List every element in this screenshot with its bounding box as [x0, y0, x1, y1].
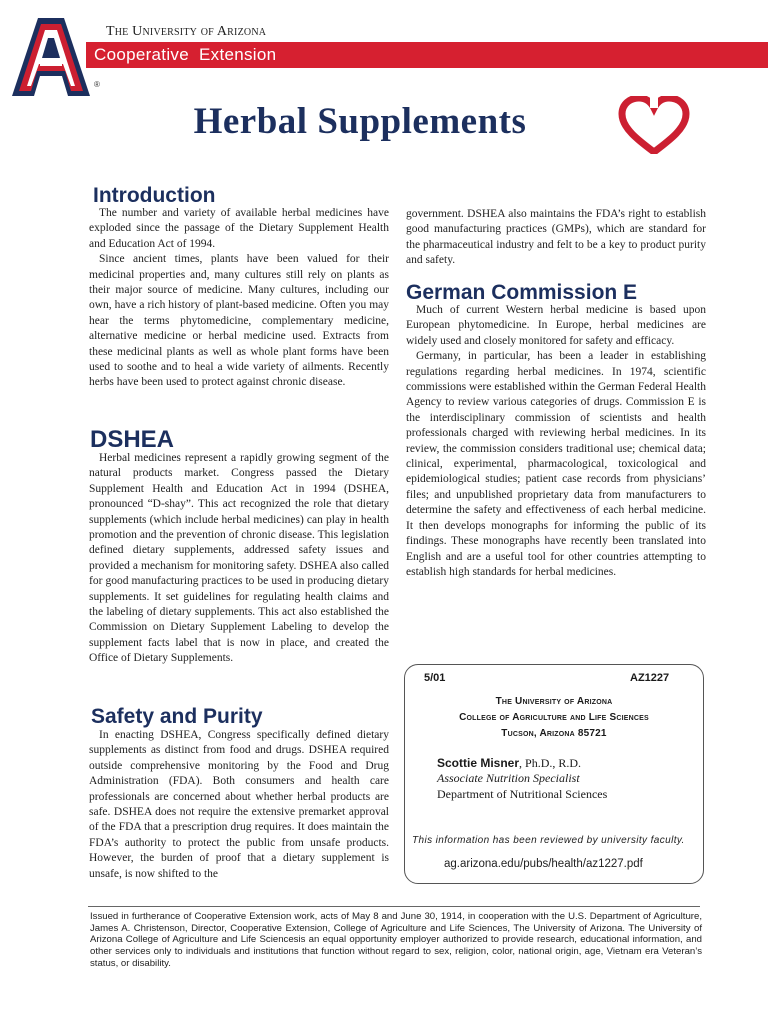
review-note: This information has been reviewed by university faculty.: [412, 835, 685, 846]
footer-divider: [88, 906, 700, 907]
section-heading-introduction: Introduction: [93, 184, 216, 207]
german-body: [406, 303, 706, 580]
author-department: Department of Nutritional Sciences: [437, 787, 608, 801]
section-heading-safety: Safety and Purity: [91, 705, 263, 728]
paragraph: Since ancient times, plants have been valued for their medicinal properties and, many cultures still rely on plants as their major source of medicine. Many cultures, including our own, have a rich history of plant-based medicine. Often you may hear the terms phytomedicine, complementary medicine, alternative medicine or herbal medicine used. Extracts from these medicinal plants as well as whole plant forms have been used to soothe and to heal a wide variety of ailments. Recently herbs have been used to protect against chronic disease.: [89, 253, 389, 389]
safety-body: [89, 728, 389, 882]
paragraph: In enacting DSHEA, Congress specifically defined dietary supplements as distinct from food and drugs. DSHEA required outside comprehensive monitoring by the Food and Drug Administration (FDA). Both consumers and health care professionals are concerned about whether herbal products are safe. DSHEA does not require the extensive premarket approval of the FDA that a prescription drug requires. It does maintain the FDA’s authority to protect the public from unsafe products. However, the burden of proof that a dietary supplement is unsafe, is now shifted to the: [89, 729, 389, 880]
footer-disclaimer: Issued in furtherance of Cooperative Extension work, acts of May 8 and June 30, 1914, in cooperation with the U.S. Department of Agriculture, James A. Christenson, Director, Cooperative Extension, College of Agriculture and Life Sciences, The University of Arizona. The University of Arizona College of Agriculture and Life Sciencesis an equal opportunity employer authorized to provide research, educational information, and other services only to individuals and institutions that function without regard to sex, religion, color, national origin, age, Vietnam era Veteran’s status, or disability.: [90, 911, 702, 969]
dshea-body: [89, 451, 389, 667]
introduction-body: [89, 206, 389, 391]
page-title: Herbal Supplements: [193, 101, 527, 142]
author-role: Associate Nutrition Specialist: [437, 771, 580, 785]
author-credentials: , Ph.D., R.D.: [519, 756, 582, 770]
university-name: The University of Arizona: [106, 24, 267, 39]
paragraph: Germany, in particular, has been a leader in establishing regulations regarding herbal medicines. In 1974, scientific commissions were established within the German Federal Health Agency to review various categories of drugs. Commission E is the interdisciplinary commission of scientists and health professionals charged with reviewing herbal medicines. In its review, the commission considers traditional use; chemical data; clinical, experimental, pharmacological, toxicological and epidemiological studies; patient case records from physicians’ files; and unpublished proprietary data from manufacturers to determine the safety and effectiveness of each herbal medicine. It then develops monographs for informing the public of its findings. These monographs have recently been translated into English and are a useful tool for other countries attempting to establish high standards for herbal medicines.: [406, 350, 706, 578]
paragraph: The number and variety of available herbal medicines have exploded since the passage of the Dietary Supplement Health and Education Act of 1994.: [89, 207, 389, 250]
university-a-logo: [12, 18, 90, 98]
author: [437, 756, 581, 771]
section-heading-dshea: DSHEA: [90, 426, 175, 453]
paragraph: government. DSHEA also maintains the FDA’s right to establish good manufacturing practices (GMPs), which are standard for the pharmaceutical industry and felt to be a key to product purity and safety.: [406, 208, 706, 267]
publication-url[interactable]: ag.arizona.edu/pubs/health/az1227.pdf: [444, 858, 643, 870]
publication-date: 5/01: [424, 672, 446, 684]
paragraph: Much of current Western herbal medicine is based upon European phytomedicine. In Europe, herbal medicines are widely used and closely monitored for safety and efficacy.: [406, 304, 706, 347]
info-college: College of Agriculture and Life Sciences: [459, 712, 649, 723]
safety-continued: [406, 207, 706, 269]
banner-text: Cooperative Extension: [94, 45, 277, 64]
info-university: The University of Arizona: [495, 696, 613, 707]
publication-code: AZ1227: [630, 672, 670, 684]
section-heading-german-commission: German Commission E: [406, 281, 638, 304]
author-name: Scottie Misner: [437, 756, 520, 770]
registered-mark: ®: [94, 80, 100, 89]
info-address: Tucson, Arizona 85721: [501, 728, 607, 739]
heart-icon: [618, 96, 690, 154]
paragraph: Herbal medicines represent a rapidly growing segment of the natural products market. Congress passed the Dietary Supplement Health and Education Act in 1994 (DSHEA, pronounced “D-shay”. This act recognized the role that dietary supplements (which include herbal medicines) can play in health promotion and the prevention of chronic disease. This legislation defined dietary supplements, addressed safety issues and provided a mechanism for monitoring safety. DSHEA also called for good manufacturing practices to be used in producing dietary supplements. It set guidelines for regulating health claims and the labeling of dietary supplements. This act also established the Commission on Dietary Supplement Labeling to develop the supplement facts label that is now in place, and created the Office of Dietary Supplements.: [89, 452, 389, 665]
